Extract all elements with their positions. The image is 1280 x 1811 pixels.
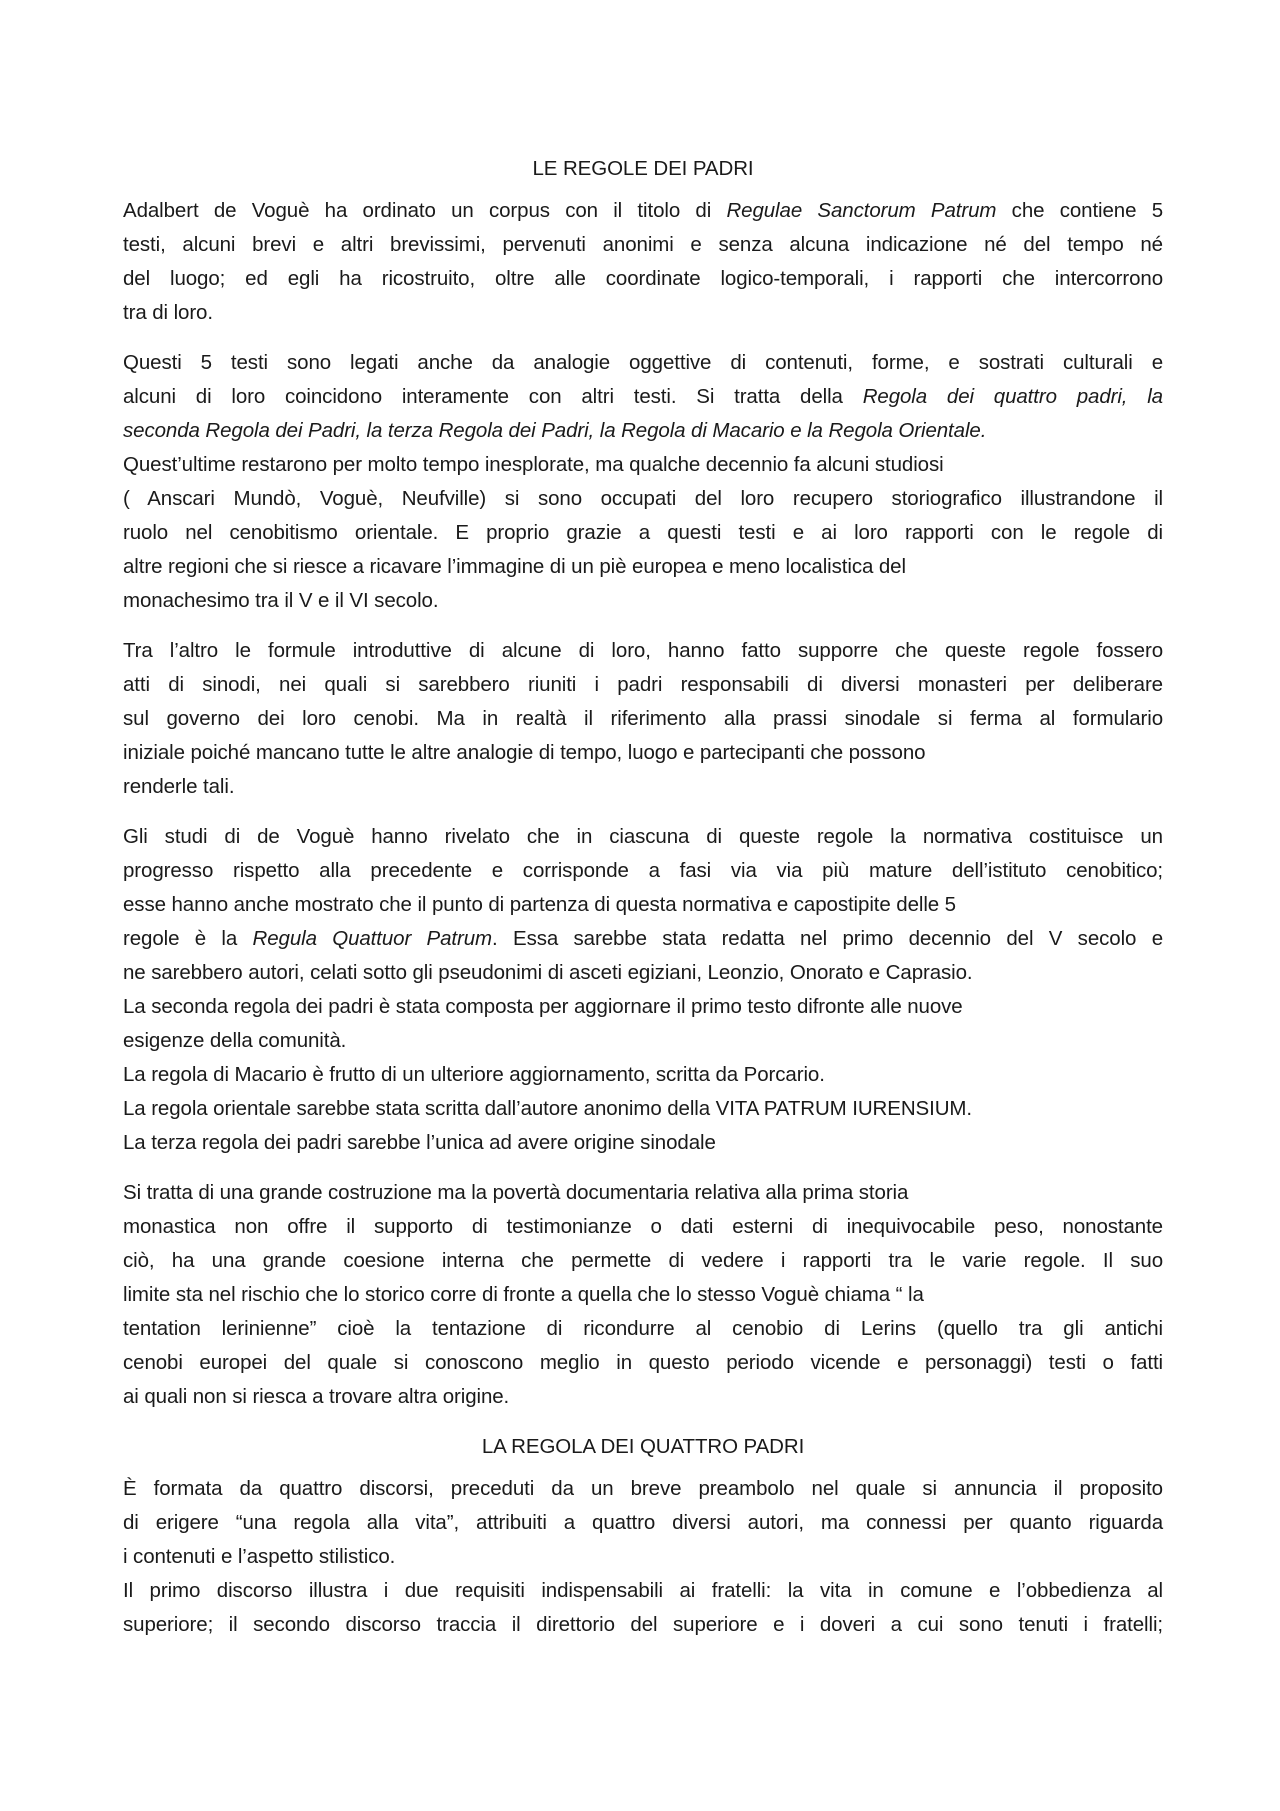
text-span: . Essa sarebbe stata redatta nel primo decennio del V secolo e (492, 927, 1164, 950)
document-page (123, 152, 1163, 1658)
text-line: Tra l’altro le formule introduttive di alcune di loro, hanno fatto supporre che queste regole fossero (123, 639, 1163, 662)
text-line: ruolo nel cenobitismo orientale. E proprio grazie a questi testi e ai loro rapporti con le regole di (123, 521, 1163, 544)
text-line: La regola orientale sarebbe stata scritta dall’autore anonimo della VITA PATRUM IURENSIUM. (123, 1097, 972, 1120)
paragraph-1 (123, 194, 1163, 330)
text-line: Si tratta di una grande costruzione ma la povertà documentaria relativa alla prima storia (123, 1181, 909, 1204)
heading-le-regole-dei-padri: LE REGOLE DEI PADRI (532, 157, 754, 180)
text-line: La terza regola dei padri sarebbe l’unica ad avere origine sinodale (123, 1131, 716, 1154)
text-line: La seconda regola dei padri è stata composta per aggiornare il primo testo difronte alle nuove (123, 995, 963, 1018)
text-line: del luogo; ed egli ha ricostruito, oltre alle coordinate logico-temporali, i rapporti che intercorrono (123, 267, 1163, 290)
paragraph-3 (123, 634, 1163, 804)
text-line (123, 414, 1163, 448)
text-span: Adalbert de Voguè ha ordinato un corpus con il titolo di (123, 199, 727, 222)
text-span: che contiene 5 (996, 199, 1163, 222)
paragraph-2 (123, 346, 1163, 618)
text-line (123, 194, 1163, 228)
text-line: monastica non offre il supporto di testimonianze o dati esterni di inequivocabile peso, nonostante (123, 1215, 1163, 1238)
text-line: atti di sinodi, nei quali si sarebbero riuniti i padri responsabili di diversi monasteri per deliberare (123, 673, 1163, 696)
italic-title: Regulae Sanctorum Patrum (726, 199, 997, 222)
text-line: monachesimo tra il V e il VI secolo. (123, 589, 439, 612)
paragraph-4 (123, 820, 1163, 1160)
text-span: alcuni di loro coincidono interamente con altri testi. Si tratta della (123, 385, 863, 408)
text-line: esigenze della comunità. (123, 1029, 347, 1052)
text-line: ( Anscari Mundò, Voguè, Neufville) si sono occupati del loro recupero storiografico illustrandone il (123, 487, 1163, 510)
heading-la-regola-dei-quattro-padri: LA REGOLA DEI QUATTRO PADRI (481, 1435, 805, 1458)
text-line: iniziale poiché mancano tutte le altre analogie di tempo, luogo e partecipanti che possono (123, 741, 926, 764)
italic-title: Regola dei quattro padri, la (862, 385, 1163, 408)
italic-title: seconda Regola dei Padri, la terza Regola dei Padri, la Regola di Macario e la Regola Orientale. (123, 419, 987, 442)
text-line: Gli studi di de Voguè hanno rivelato che in ciascuna di queste regole la normativa costituisce un (123, 825, 1163, 848)
text-line (123, 922, 1163, 956)
text-line: altre regioni che si riesce a ricavare l’immagine di un piè europea e meno localistica del (123, 555, 906, 578)
text-line: di erigere “una regola alla vita”, attribuiti a quattro diversi autori, ma connessi per quanto riguarda (123, 1511, 1163, 1534)
text-line: esse hanno anche mostrato che il punto di partenza di questa normativa e capostipite delle 5 (123, 893, 956, 916)
text-line: ne sarebbero autori, celati sotto gli pseudonimi di asceti egiziani, Leonzio, Onorato e Caprasio. (123, 961, 973, 984)
text-line: progresso rispetto alla precedente e corrisponde a fasi via via più mature dell’istituto cenobitico; (123, 859, 1163, 882)
text-line (123, 380, 1163, 414)
text-line: Il primo discorso illustra i due requisiti indispensabili ai fratelli: la vita in comune e l’obbedienza al (123, 1579, 1163, 1602)
text-line: cenobi europei del quale si conoscono meglio in questo periodo vicende e personaggi) testi o fatti (123, 1351, 1163, 1374)
text-line: sul governo dei loro cenobi. Ma in realtà il riferimento alla prassi sinodale si ferma al formulario (123, 707, 1163, 730)
text-line: superiore; il secondo discorso traccia il direttorio del superiore e i doveri a cui sono tenuti i fratelli; (123, 1613, 1163, 1636)
text-line: ai quali non si riesca a trovare altra origine. (123, 1385, 510, 1408)
text-line: tra di loro. (123, 301, 213, 324)
text-line: Quest’ultime restarono per molto tempo inesplorate, ma qualche decennio fa alcuni studiosi (123, 453, 944, 476)
italic-title: Regula Quattuor Patrum (252, 927, 493, 950)
text-line: La regola di Macario è frutto di un ulteriore aggiornamento, scritta da Porcario. (123, 1063, 825, 1086)
text-line: testi, alcuni brevi e altri brevissimi, pervenuti anonimi e senza alcuna indicazione né del tempo né (123, 233, 1163, 256)
text-line: renderle tali. (123, 775, 235, 798)
text-line: tentation lerinienne” cioè la tentazione di ricondurre al cenobio di Lerins (quello tra gli antichi (123, 1317, 1163, 1340)
text-line: Questi 5 testi sono legati anche da analogie oggettive di contenuti, forme, e sostrati culturali e (123, 351, 1163, 374)
text-span: regole è la (123, 927, 253, 950)
paragraph-6 (123, 1472, 1163, 1642)
text-line: È formata da quattro discorsi, preceduti da un breve preambolo nel quale si annuncia il proposito (123, 1477, 1163, 1500)
text-line: i contenuti e l’aspetto stilistico. (123, 1545, 396, 1568)
paragraph-5 (123, 1176, 1163, 1414)
text-line: ciò, ha una grande coesione interna che permette di vedere i rapporti tra le varie regole. Il suo (123, 1249, 1163, 1272)
text-line: limite sta nel rischio che lo storico corre di fronte a quella che lo stesso Voguè chiama “ la (123, 1283, 924, 1306)
